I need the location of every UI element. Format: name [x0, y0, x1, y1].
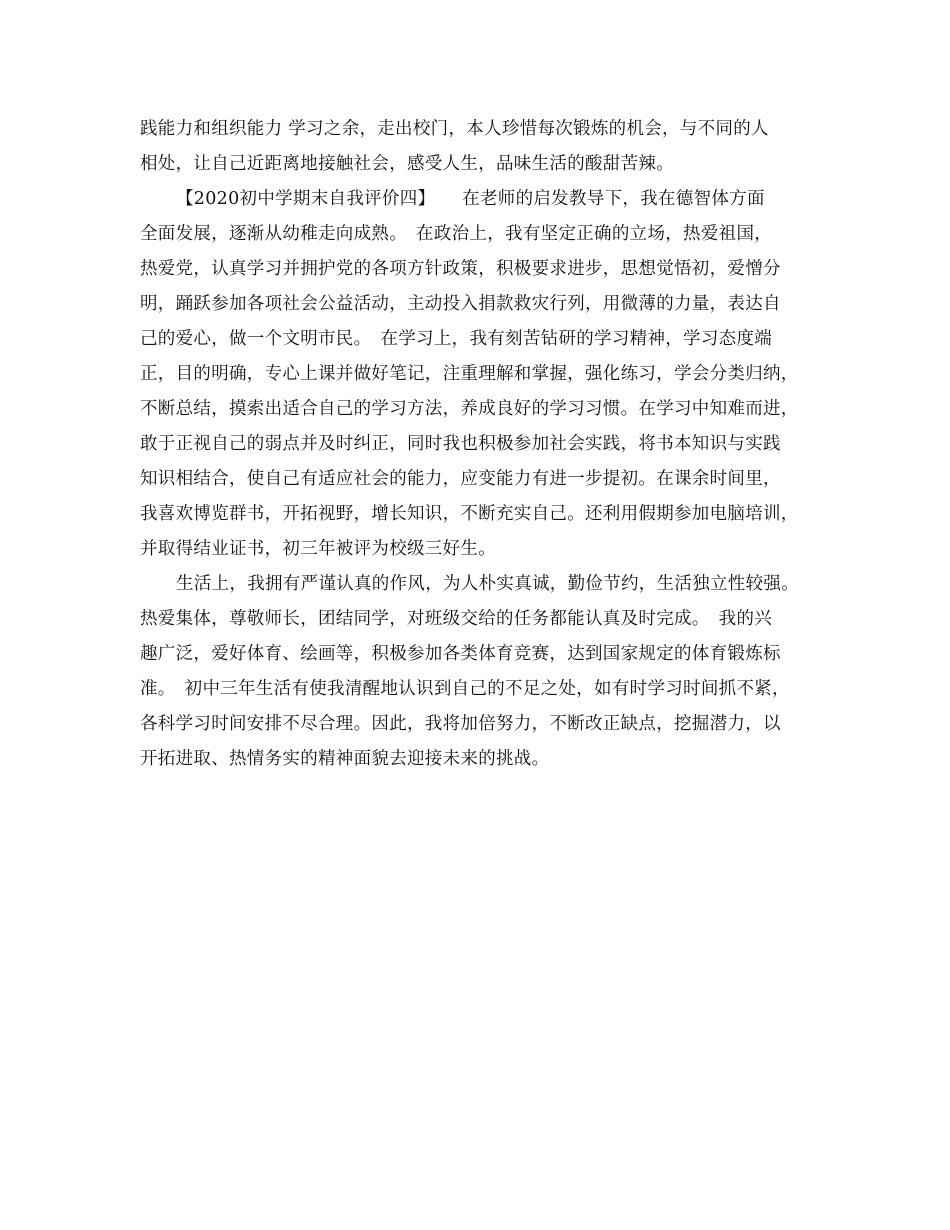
- text-line-18: 各科学习时间安排不尽合理。因此，我将加倍努力，不断改正缺点，挖掘潜力，以: [140, 714, 781, 734]
- section-heading-line: 【2020初中学期末自我评价四】 在老师的启发教导下，我在德智体方面: [176, 189, 765, 209]
- text-line-15: 热爱集体，尊敬师长，团结同学，对班级交给的任务都能认真及时完成。 我的兴: [140, 609, 773, 629]
- text-line-12: 我喜欢博览群书，开拓视野，增长知识，不断充实自己。还利用假期参加电脑培训，: [140, 504, 799, 524]
- text-line-6: 明，踊跃参加各项社会公益活动，主动投入捐款救灾行列，用微薄的力量，表达自: [140, 294, 781, 314]
- text-line-4: 全面发展，逐渐从幼稚走向成熟。 在政治上，我有坚定正确的立场，热爱祖国，: [140, 224, 773, 244]
- text-line-8: 正，目的明确，专心上课并做好笔记，注重理解和掌握，强化练习，学会分类归纳，: [140, 364, 799, 384]
- text-line-17: 准。 初中三年生活有使我清醒地认识到自己的不足之处，如有时学习时间抓不紧，: [140, 679, 790, 699]
- text-line-16: 趣广泛，爱好体育、绘画等，积极参加各类体育竞赛，达到国家规定的体育锻炼标: [140, 644, 781, 664]
- text-line-7: 己的爱心，做一个文明市民。 在学习上，我有刻苦钻研的学习精神，学习态度端: [140, 329, 773, 349]
- text-line-1: 践能力和组织能力 学习之余，走出校门，本人珍惜每次锻炼的机会，与不同的人: [140, 119, 769, 139]
- text-line-2: 相处，让自己近距离地接触社会，感受人生，品味生活的酸甜苦辣。: [140, 154, 674, 174]
- text-line-13: 并取得结业证书，初三年被评为校级三好生。: [140, 539, 496, 559]
- text-line-19: 开拓进取、热情务实的精神面貌去迎接未来的挑战。: [140, 749, 550, 769]
- text-line-14: 生活上，我拥有严谨认真的作风，为人朴实真诚，勤俭节约，生活独立性较强。: [176, 574, 799, 594]
- text-line-11: 知识相结合，使自己有适应社会的能力，应变能力有进一步提初。在课余时间里，: [140, 469, 781, 489]
- text-line-5: 热爱党，认真学习并拥护党的各项方针政策，积极要求进步，思想觉悟初，爱憎分: [140, 259, 781, 279]
- text-line-9: 不断总结，摸索出适合自己的学习方法，养成良好的学习习惯。在学习中知难而进，: [140, 399, 799, 419]
- text-line-10: 敢于正视自己的弱点并及时纠正，同时我也积极参加社会实践，将书本知识与实践: [140, 434, 781, 454]
